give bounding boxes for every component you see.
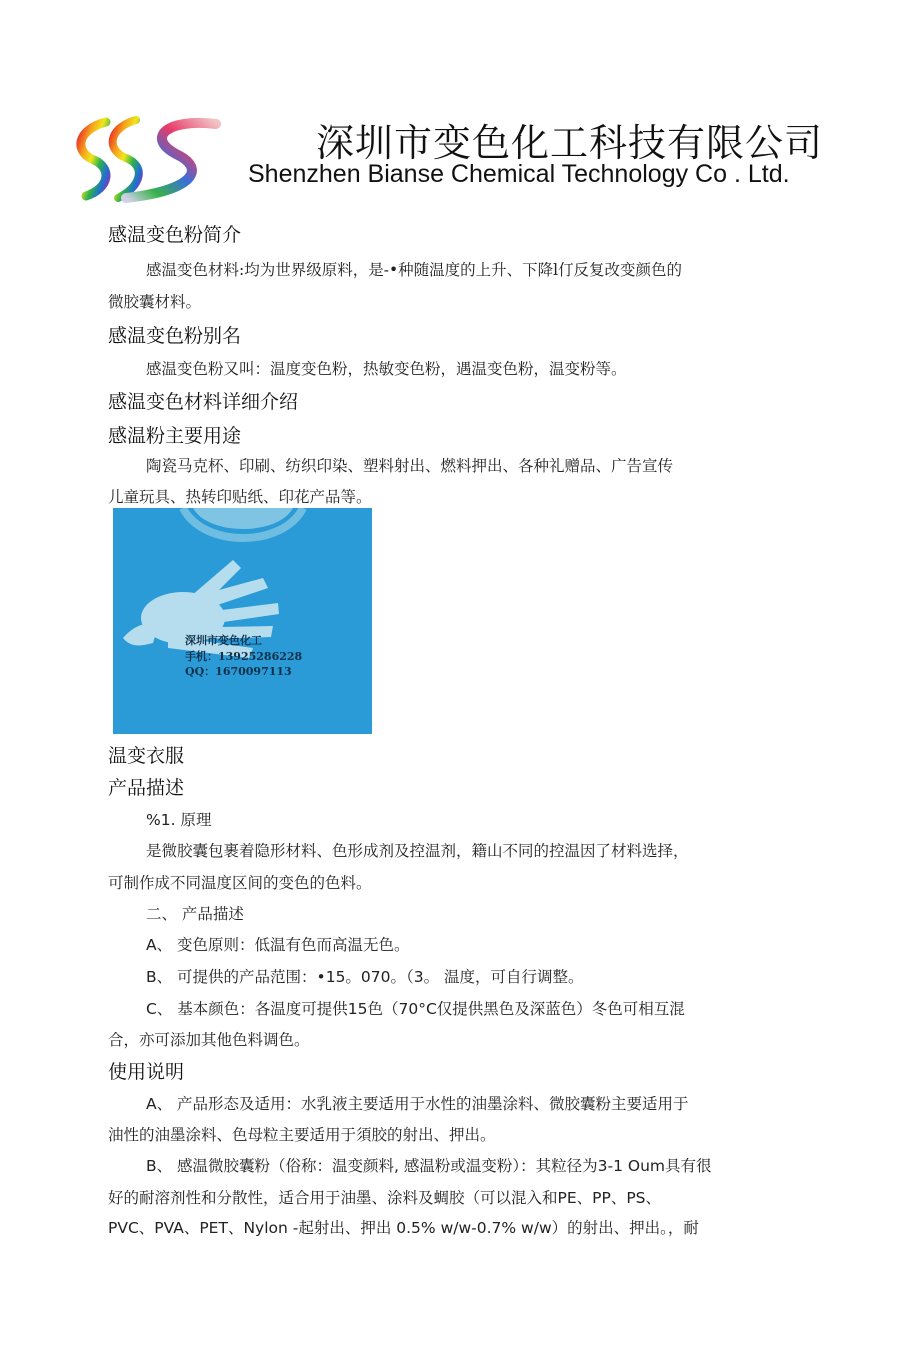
uses-paragraph-line: 儿童玩具、热转印贴纸、印花产品等。 [108, 488, 372, 506]
product-description-heading: 产品描述 [108, 777, 185, 799]
uses-paragraph-line: 陶瓷马克杯、印刷、纺织印染、塑料射出、燃料押出、各种礼赠品、广告宣传 [146, 457, 674, 475]
tshirt-photo [113, 508, 372, 734]
item-b: B、 可提供的产品范围：•15。070。（3。 温度，可自行调整。 [146, 968, 584, 986]
principle-paragraph-line: 是微胶囊包裹着隐形材料、色形成剂及控温剂，籍山不同的控温因了材料选择， [146, 842, 689, 860]
photo-text-qq: QQ：1670097113 [185, 665, 292, 678]
usage-heading: 使用说明 [108, 1061, 185, 1083]
photo-text-phone: 手机：13925286228 [185, 650, 303, 663]
company-name-en: Shenzhen Bianse Chemical Technology Co . Ltd. [248, 160, 790, 188]
company-logo [66, 112, 226, 204]
item-c-line: 合，亦可添加其他色料调色。 [108, 1031, 310, 1049]
alias-heading: 感温变色粉别名 [108, 325, 242, 347]
usage-b-line: PVC、PVA、PET、Nylon -起射出、押出 0.5% w/w-0.7% w/w）的射出、押出。，耐 [108, 1219, 699, 1237]
principle-paragraph-line: 可制作成不同温度区间的变色的色料。 [108, 874, 372, 892]
product-subheading: 二、 产品描述 [146, 905, 244, 923]
photo-caption: 温变衣服 [108, 745, 185, 767]
item-c-line: C、 基本颜色：各温度可提供15色（70°C仅提供黑色及深蓝色）冬色可相互混 [146, 1000, 685, 1018]
intro-paragraph-line: 微胶囊材料。 [108, 293, 202, 311]
alias-paragraph: 感温变色粉又叫：温度变色粉，热敏变色粉，遇温变色粉，温变粉等。 [146, 360, 627, 378]
usage-a-line: A、 产品形态及适用：水乳液主要适用于水性的油墨涂料、微胶囊粉主要适用于 [146, 1095, 689, 1113]
usage-a-line: 油性的油墨涂料、色母粒主要适用于須胶的射出、押出。 [108, 1126, 496, 1144]
company-name-cn: 深圳市变色化工科技有限公司 [316, 121, 824, 165]
intro-heading: 感温变色粉简介 [108, 224, 242, 246]
intro-paragraph-line: 感温变色材料:均为世界级原料，是-•种随温度的上升、下降l仃反复改变颜色的 [146, 261, 683, 279]
usage-b-line: B、 感温微胶囊粉（俗称：温变颜料, 感温粉或温变粉）：其粒径为3-1 Oum具有很 [146, 1157, 712, 1175]
usage-b-line: 好的耐溶剂性和分散性，适合用于油墨、涂料及蜩胶（可以混入和PE、PP、PS、 [108, 1189, 662, 1207]
uses-heading: 感温粉主要用途 [108, 425, 242, 447]
photo-text-company: 深圳市变色化工 [185, 634, 262, 647]
principle-label: %1. 原理 [146, 811, 212, 829]
detail-heading: 感温变色材料详细介绍 [108, 391, 299, 413]
item-a: A、 变色原则：低温有色而高温无色。 [146, 936, 410, 954]
